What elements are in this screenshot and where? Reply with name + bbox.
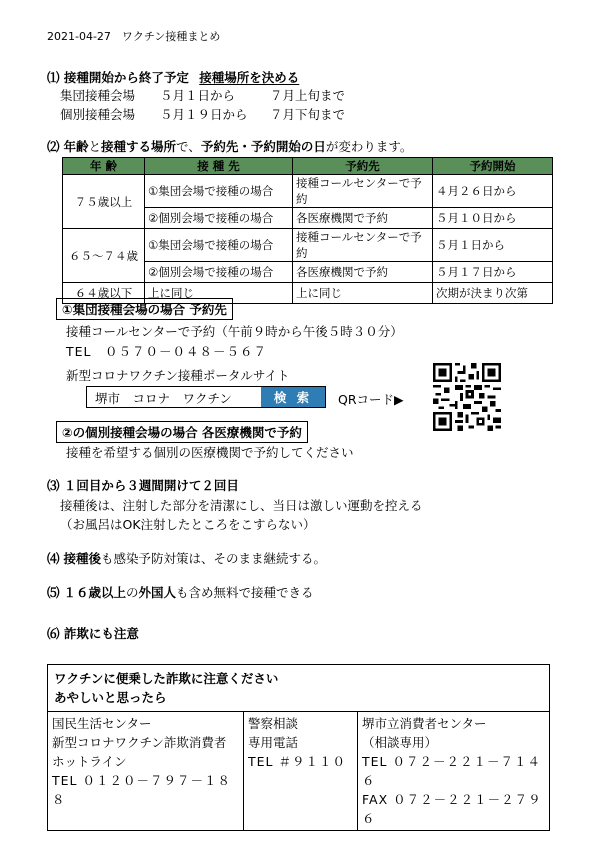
header-age: 年 齢 <box>63 158 145 175</box>
section-number: ⑷ <box>47 551 60 566</box>
section-number: ⑵ <box>47 139 60 154</box>
section-1-title-b: 接種場所を決める <box>199 70 300 85</box>
header-reservation: 予約先 <box>293 158 433 175</box>
venue-end: ７月上旬まで <box>270 88 346 103</box>
reservation-cell: 接種コールセンターで予約 <box>293 175 433 208</box>
section-6-title-text: 詐欺にも注意 <box>63 626 139 641</box>
site-cell: ②個別会場で接種の場合 <box>145 262 293 283</box>
group-site-label: ①集団接種会場の場合 予約先 <box>56 298 233 320</box>
contact-line: 警察相談 <box>248 716 299 731</box>
contact-tel: TEL ０７２－２２１－７１４６ <box>362 754 541 788</box>
start-cell: ５月１日から <box>433 229 553 262</box>
site-cell: ①集団会場で接種の場合 <box>145 229 293 262</box>
fraud-heading-line-2: あやしいと思ったら <box>54 690 167 705</box>
section-2-title <box>47 137 412 155</box>
contact-line: 専用電話 <box>248 735 299 750</box>
section-5-bold-2: 外国人 <box>138 585 177 600</box>
section-5-text: も含め無料で接種できる <box>176 585 314 600</box>
section-number: ⑹ <box>47 626 60 641</box>
contact-tel: TEL ＃９１１０ <box>248 754 346 769</box>
contact-line: 国民生活センター <box>52 716 152 731</box>
section-3-title-text: １回目から３週間開けて２回目 <box>63 478 239 493</box>
section-2-text-1: 年齢 <box>63 139 89 154</box>
contact-police <box>244 712 358 831</box>
contact-sakai-consumer-center <box>358 712 550 831</box>
site-cell: ①集団会場で接種の場合 <box>145 175 293 208</box>
reservation-cell: 上に同じ <box>293 283 433 304</box>
start-cell: ５月１７日から <box>433 262 553 283</box>
venue-label: 個別接種会場 <box>60 107 136 122</box>
section-3-title <box>47 476 239 494</box>
table-row <box>63 229 553 262</box>
venue-end: ７月下旬まで <box>270 107 346 122</box>
age-cell: ６４歳以下 <box>63 283 145 304</box>
age-cell: ６５～７４歳 <box>63 229 145 283</box>
site-cell: ②個別会場で接種の場合 <box>145 208 293 229</box>
header-site: 接 種 先 <box>145 158 293 175</box>
section-number: ⑸ <box>47 585 60 600</box>
schedule-table <box>62 157 553 304</box>
portal-search-box[interactable] <box>86 386 326 408</box>
start-cell: ４月２６日から <box>433 175 553 208</box>
portal-site-label: 新型コロナワクチン接種ポータルサイト <box>66 368 290 383</box>
section-3-line-1: 接種後は、注射した部分を清潔にし、当日は激しい運動を控える <box>60 498 423 513</box>
section-2-text-3: 接種する場所 <box>101 139 177 154</box>
group-site-line-1: 接種コールセンターで予約（午前９時から午後５時３０分） <box>66 324 403 339</box>
fraud-heading-row <box>48 665 550 712</box>
section-4-text: も感染予防対策は、そのまま継続する。 <box>101 551 327 566</box>
venue-label: 集団接種会場 <box>60 88 136 103</box>
contact-line: 堺市立消費者センター <box>362 716 487 731</box>
section-2-text-6: が変わります。 <box>325 139 413 154</box>
section-1-title-a: 接種開始から終了予定 <box>63 70 189 85</box>
individual-venue-row <box>60 105 346 123</box>
contact-tel: TEL ０１２０－７９７－１８８ <box>52 773 231 807</box>
fraud-heading <box>48 665 550 712</box>
section-5 <box>47 583 314 601</box>
search-button[interactable]: 検 索 <box>261 387 325 407</box>
section-4-bold: 接種後 <box>63 551 102 566</box>
individual-site-label: ②の個別接種会場の場合 各医療機関で予約 <box>56 421 308 443</box>
fraud-contacts-row <box>48 712 550 831</box>
contact-national-center <box>48 712 244 831</box>
section-4 <box>47 549 326 567</box>
venue-start: ５月１日から <box>160 88 236 103</box>
section-3-line-2: （お風呂はOK注射したところをこすらない） <box>60 517 316 532</box>
contact-fax: FAX ０７２－２２１－２７９６ <box>362 792 542 826</box>
section-5-text-mid: の <box>126 585 139 600</box>
site-cell: 上に同じ <box>145 283 293 304</box>
group-venue-row <box>60 86 346 104</box>
start-cell: 次期が決まり次第 <box>433 283 553 304</box>
section-number: ⑶ <box>47 478 60 493</box>
qr-label: QRコード▶ <box>338 392 404 407</box>
venue-start: ５月１９日から <box>160 107 248 122</box>
start-cell: ５月１０日から <box>433 208 553 229</box>
section-5-bold-1: １６歳以上 <box>63 585 127 600</box>
section-2-text-5: 予約先・予約開始の日 <box>200 139 326 154</box>
section-number: ⑴ <box>47 70 60 85</box>
individual-site-line-1: 接種を希望する個別の医療機関で予約してください <box>66 445 354 460</box>
header-start: 予約開始 <box>433 158 553 175</box>
table-header-row <box>63 158 553 175</box>
fraud-contact-table <box>47 664 550 831</box>
contact-line: ホットライン <box>52 754 127 769</box>
contact-line: （相談専用） <box>362 735 438 750</box>
age-cell: ７５歳以上 <box>63 175 145 229</box>
section-2-text-2: と <box>88 139 102 154</box>
qr-code-icon[interactable] <box>433 363 501 431</box>
section-2-text-4: で、 <box>176 139 201 154</box>
reservation-cell: 接種コールセンターで予約 <box>293 229 433 262</box>
document-header: 2021-04-27 ワクチン接種まとめ <box>47 30 221 43</box>
group-site-tel: TEL ０５７０－０４８－５６７ <box>66 344 267 359</box>
section-1-title <box>47 68 299 86</box>
contact-line: 新型コロナワクチン詐欺消費者 <box>52 735 227 750</box>
reservation-cell: 各医療機関で予約 <box>293 208 433 229</box>
table-row <box>63 175 553 208</box>
search-query-text[interactable]: 堺市 コロナ ワクチン <box>95 391 232 406</box>
reservation-cell: 各医療機関で予約 <box>293 262 433 283</box>
fraud-heading-line-1: ワクチンに便乗した詐欺に注意ください <box>54 671 279 686</box>
section-6-title <box>47 624 139 642</box>
